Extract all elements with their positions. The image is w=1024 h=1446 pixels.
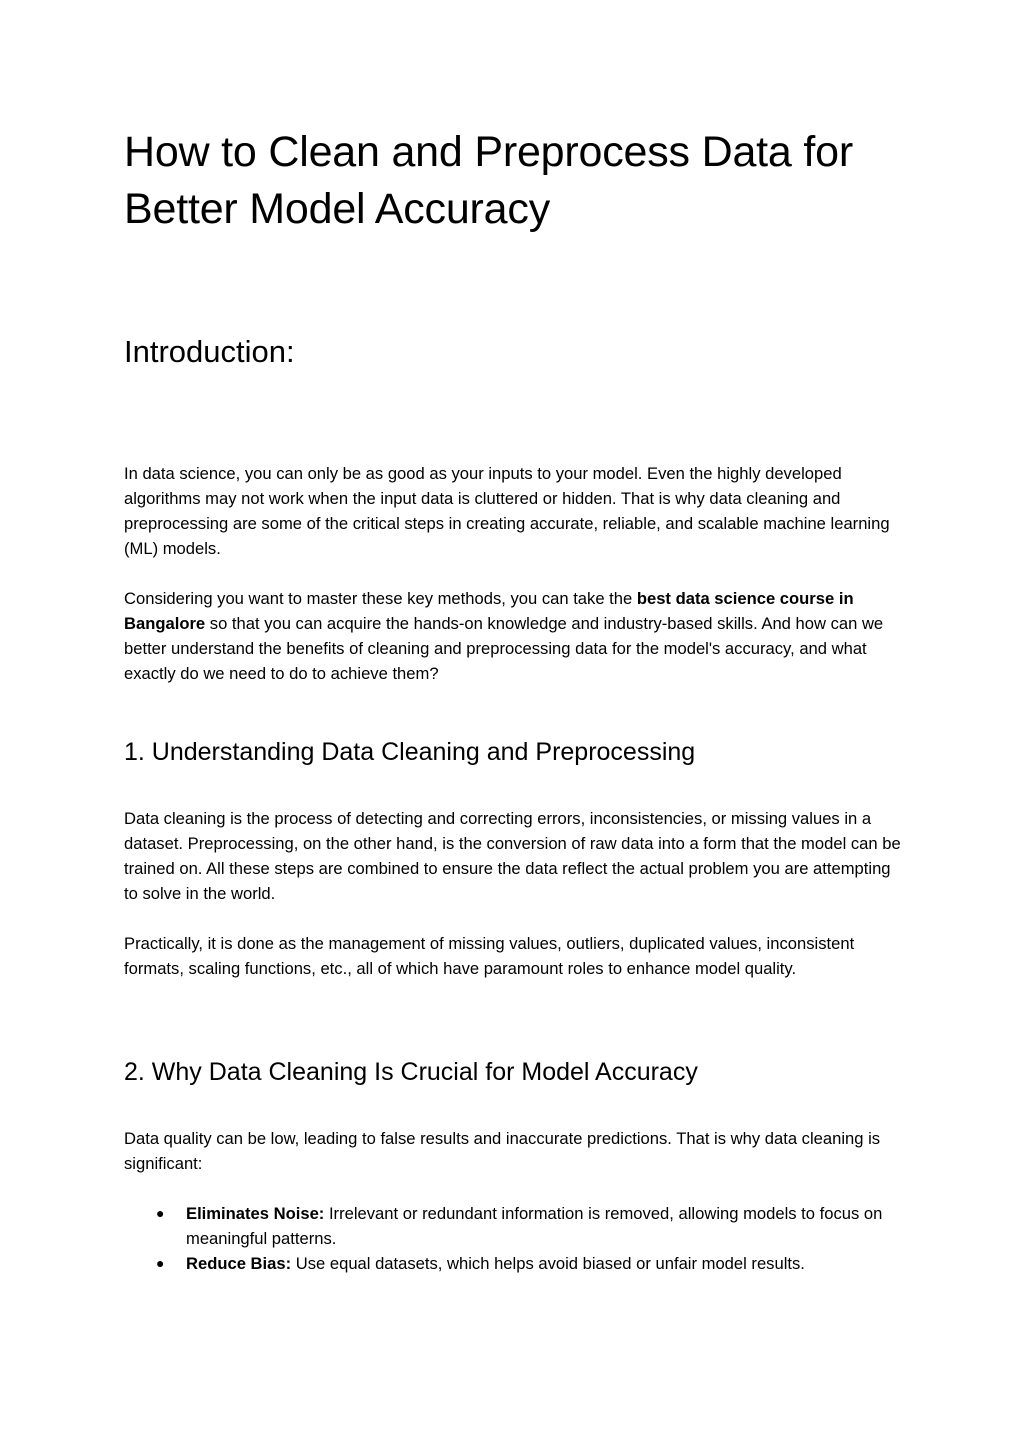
bullet-label: Reduce Bias: [186, 1254, 292, 1273]
intro-paragraph-2-text-before: Considering you want to master these key methods, you can take the [124, 589, 637, 608]
section-2-heading: 2. Why Data Cleaning Is Crucial for Model Accuracy [124, 1058, 698, 1086]
bullet-label: Eliminates Noise: [186, 1204, 325, 1223]
section-2-paragraph-1: Data quality can be low, leading to false results and inaccurate predictions. That is why data cleaning is significant: [124, 1129, 881, 1173]
section-1-paragraph-1: Data cleaning is the process of detecting and correcting errors, inconsistencies, or missing values in a dataset. Preprocessing, on the other hand, is the conversion of raw data into a form that the model can be trained on. All these steps are combined to ensure the data reflect the actual problem you are attempting to solve in the world. [124, 809, 901, 903]
list-item [124, 1201, 904, 1251]
list-item [124, 1251, 904, 1276]
bullet-text: Use equal datasets, which helps avoid biased or unfair model results. [291, 1254, 805, 1273]
bullet-text: Irrelevant or redundant information is removed, allowing models to focus on meaningful patterns. [186, 1204, 883, 1248]
course-highlight: best data science course in Bangalore [124, 589, 854, 633]
section-1-paragraph-2: Practically, it is done as the management of missing values, outliers, duplicated values, inconsistent formats, scaling functions, etc., all of which have paramount roles to enhance model quality. [124, 934, 855, 978]
intro-paragraph-2-text-after: so that you can acquire the hands-on knowledge and industry-based skills. And how can we better understand the benefits of cleaning and preprocessing data for the model's accuracy, and what exactly do we need to do to achieve them? [124, 614, 884, 683]
bullet-icon: ● [156, 1205, 165, 1221]
document-title: How to Clean and Preprocess Data for Better Model Accuracy [124, 128, 853, 233]
intro-paragraph-2 [124, 586, 904, 686]
intro-heading: Introduction: [124, 334, 295, 369]
section-1-heading: 1. Understanding Data Cleaning and Preprocessing [124, 738, 696, 766]
bullet-icon: ● [156, 1255, 165, 1271]
intro-paragraph-1: In data science, you can only be as good as your inputs to your model. Even the highly developed algorithms may not work when the input data is cluttered or hidden. That is why data cleaning and preprocessing are some of the critical steps in creating accurate, reliable, and scalable machine learning (ML) models. [124, 464, 890, 558]
section-2-bullet-list [124, 1201, 904, 1276]
